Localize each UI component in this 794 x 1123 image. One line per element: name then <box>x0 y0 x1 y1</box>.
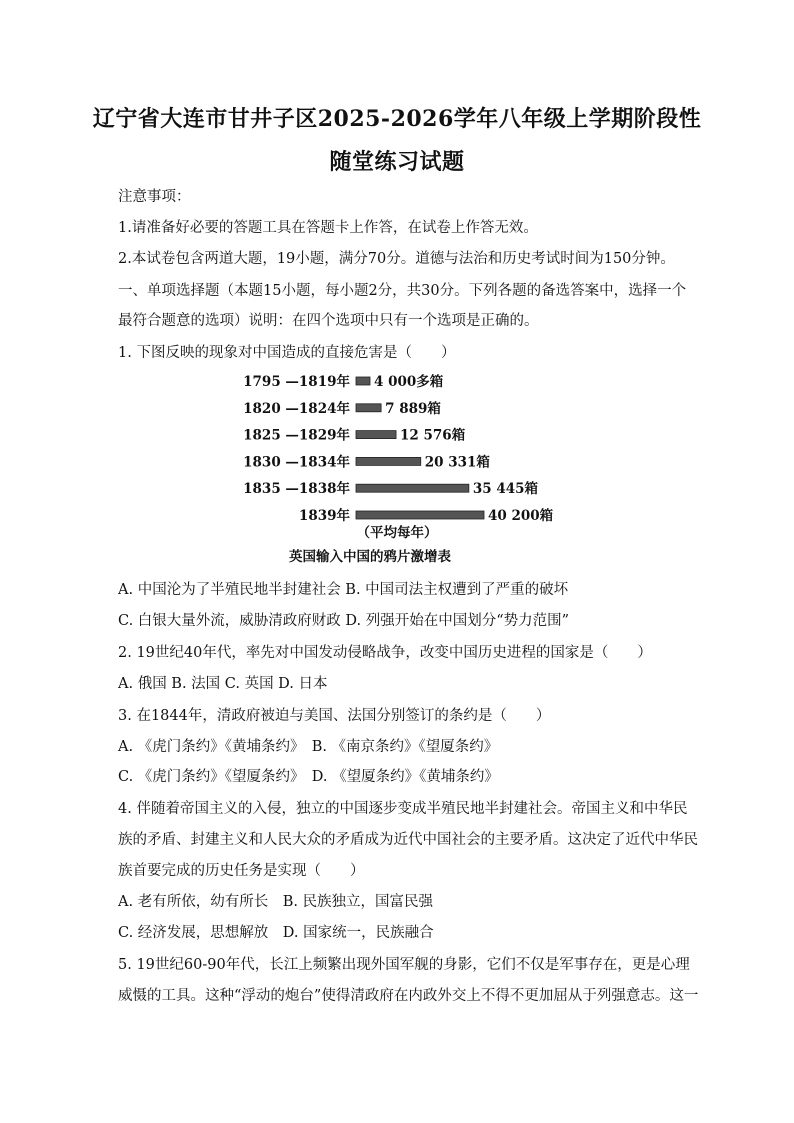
chart-bar <box>356 457 421 465</box>
chart-category-label: 1835 —1838年 <box>243 481 350 498</box>
question-4-stem-line3: 族首要完成的历史任务是实现（ ） <box>118 863 365 879</box>
question-4-stem-line2: 族的矛盾、封建主义和人民大众的矛盾成为近代中国社会的主要矛盾。这决定了近代中华民 <box>118 832 698 848</box>
question-3-options-ab: A. 《虎门条约》《黄埔条约》 B. 《南京条约》《望厦条约》 <box>118 739 499 755</box>
section-1-instructions-line2: 最符合题意的选项）说明：在四个选项中只有一个选项是正确的。 <box>118 313 539 329</box>
question-4-options-ab: A. 老有所依，幼有所长 B. 民族独立，国富民强 <box>118 894 434 910</box>
chart-bar <box>356 511 484 519</box>
section-1-instructions-line1: 一、单项选择题（本题15小题，每小题2分，共30分。下列各题的备选答案中，选择一个 <box>118 283 687 299</box>
notice-item-1: 1.请准备好必要的答题工具在答题卡上作答，在试卷上作答无效。 <box>118 220 538 236</box>
chart-category-label: 1820 —1824年 <box>243 400 350 417</box>
question-2-options: A. 俄国 B. 法国 C. 英国 D. 日本 <box>118 676 328 692</box>
question-1-stem: 1. 下图反映的现象对中国造成的直接危害是（ ） <box>118 345 456 361</box>
chart-bar <box>356 404 381 412</box>
question-3-stem: 3. 在1844年，清政府被迫与美国、法国分别签订的条约是（ ） <box>118 708 551 724</box>
question-1-options-cd: C. 白银大量外流，威胁清政府财政 D. 列强开始在中国划分“势力范围” <box>118 613 570 629</box>
chart-title: 英国输入中国的鸦片激增表 <box>289 549 451 565</box>
chart-value-label: 7 889箱 <box>385 400 441 417</box>
question-5-stem-line1: 5. 19世纪60-90年代，长江上频繁出现外国军舰的身影，它们不仅是军事存在，更是心理 <box>118 957 690 973</box>
chart-category-label: 1830 —1834年 <box>243 454 350 471</box>
chart-value-label: 4 000多箱 <box>374 374 444 390</box>
chart-category-label: 1839年 <box>298 508 350 524</box>
exam-title-line1: 辽宁省大连市甘井子区2025-2026学年八年级上学期阶段性 <box>92 106 702 132</box>
chart-bar <box>356 431 396 439</box>
notice-heading: 注意事项： <box>118 189 191 205</box>
notice-item-2: 2.本试卷包含两道大题，19小题，满分70分。道德与法治和历史考试时间为150分钟。 <box>118 251 675 267</box>
question-4-options-cd: C. 经济发展，思想解放 D. 国家统一，民族融合 <box>118 925 434 941</box>
chart-value-label: 35 445箱 <box>472 481 539 498</box>
chart-value-label: 12 576箱 <box>400 427 466 444</box>
question-3-options-cd: C. 《虎门条约》《望厦条约》 D. 《望厦条约》《黄埔条约》 <box>118 769 499 785</box>
chart-bar <box>356 484 469 492</box>
chart-bar <box>356 377 370 385</box>
question-5-stem-line2: 威慑的工具。这种“浮动的炮台”使得清政府在内政外交上不得不更加屈从于列强意志。这一 <box>118 988 699 1004</box>
question-4-stem-line1: 4. 伴随着帝国主义的入侵，独立的中国逐步变成半殖民地半封建社会。帝国主义和中华民 <box>118 801 688 817</box>
exam-title-line2: 随堂练习试题 <box>329 149 465 175</box>
chart-value-label: 40 200箱 <box>488 508 554 524</box>
chart-note: （平均每年） <box>356 525 438 541</box>
question-1-options-ab: A. 中国沦为了半殖民地半封建社会 B. 中国司法主权遭到了严重的破坏 <box>118 582 569 598</box>
chart-category-label: 1825 —1829年 <box>243 427 350 444</box>
question-2-stem: 2. 19世纪40年代，率先对中国发动侵略战争，改变中国历史进程的国家是（ ） <box>118 645 652 661</box>
chart-value-label: 20 331箱 <box>424 454 490 471</box>
chart-category-label: 1795 —1819年 <box>243 374 350 390</box>
opium-import-chart <box>240 368 560 568</box>
